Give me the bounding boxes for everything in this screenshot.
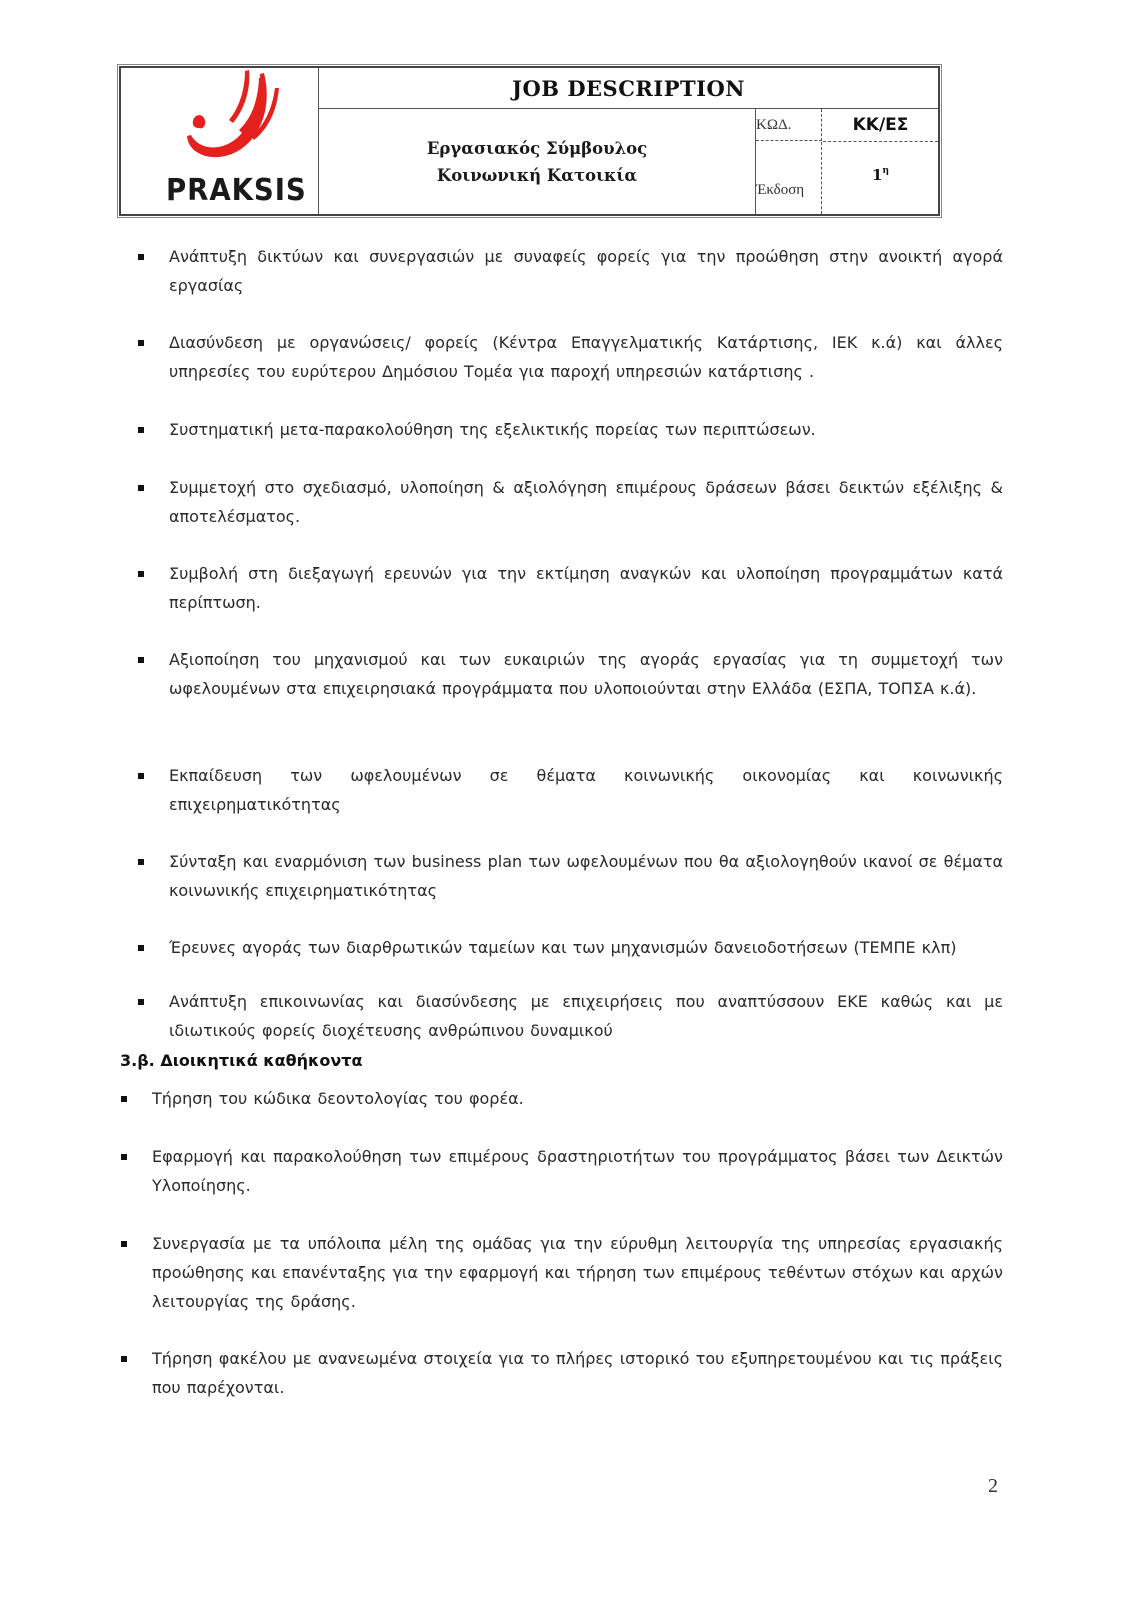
list-item-text: Συστηματική μετα-παρακολούθηση της εξελικτικής πορείας των περιπτώσεων. (169, 420, 816, 439)
list-item-text: Ανάπτυξη επικοινωνίας και διασύνδεσης με επιχειρήσεις που αναπτύσσουν ΕΚΕ καθώς και με ιδιωτικούς φορείς διοχέτευσης ανθρώπινου δυναμικού (169, 992, 1003, 1040)
bullet-icon (138, 945, 144, 951)
document-title: JOB DESCRIPTION (319, 68, 938, 109)
section-heading: 3.β. Διοικητικά καθήκοντα (120, 1051, 363, 1070)
list-item-text: Εκπαίδευση των ωφελουμένων σε θέματα κοινωνικής οικονομίας και κοινωνικής επιχειρηματικότητας (169, 766, 1003, 814)
list-item-text: Τήρηση του κώδικα δεοντολογίας του φορέα. (152, 1089, 524, 1108)
list-item-text: Συμμετοχή στο σχεδιασμό, υλοποίηση & αξιολόγηση επιμέρους δράσεων βάσει δεικτών εξέλιξης & αποτελέσματος. (169, 478, 1003, 526)
bullet-icon (138, 999, 144, 1005)
bullet-icon (138, 427, 144, 433)
role-cell (319, 109, 756, 214)
bullet-icon (138, 657, 144, 663)
logo-cell (121, 68, 319, 214)
bullet-icon (121, 1241, 127, 1247)
bullet-icon (138, 571, 144, 577)
list-item-text: Έρευνες αγοράς των διαρθρωτικών ταμείων και των μηχανισμών δανειοδοτήσεων (ΤΕΜΠΕ κλπ) (169, 938, 957, 957)
edition-value (823, 142, 938, 214)
code-value: ΚΚ/ΕΣ (823, 109, 938, 142)
edition-number: 1 (872, 166, 883, 184)
bullet-icon (121, 1154, 127, 1160)
list-item-text: Τήρηση φακέλου με ανανεωμένα στοιχεία για το πλήρες ιστορικό του εξυπηρετουμένου και τις πράξεις που παρέχονται. (152, 1349, 1003, 1397)
page-number: 2 (988, 1475, 998, 1497)
role-title: Εργασιακός Σύμβουλος (426, 138, 648, 158)
praksis-hands-logo (159, 68, 289, 173)
logo-text: PRAKSIS (166, 173, 307, 208)
list-item-text: Εφαρμογή και παρακολούθηση των επιμέρους δραστηριοτήτων του προγράμματος βάσει των Δεικτών Υλοποίησης. (152, 1147, 1003, 1195)
bullet-icon (121, 1356, 127, 1362)
list-item-text: Συνεργασία με τα υπόλοιπα μέλη της ομάδας για την εύρυθμη λειτουργία της υπηρεσίας εργασιακής προώθησης και επανένταξης για την εφαρμογή και τήρηση των επιμέρους τεθέντων στόχων και αρχών λειτουργίας της δράσης. (152, 1234, 1003, 1311)
bullet-icon (121, 1096, 127, 1102)
code-label: ΚΩΔ. (756, 109, 822, 141)
list-item-text: Συμβολή στη διεξαγωγή ερευνών για την εκτίμηση αναγκών και υλοποίηση προγραμμάτων κατά περίπτωση. (169, 564, 1003, 612)
bullet-icon (138, 340, 144, 346)
list-item-text: Διασύνδεση με οργανώσεις/ φορείς (Κέντρα Επαγγελματικής Κατάρτισης, ΙΕΚ κ.ά) και άλλες υπηρεσίες του ευρύτερου Δημόσιου Τομέα για παροχή υπηρεσιών κατάρτισης . (169, 333, 1003, 381)
document-header (119, 66, 940, 216)
list-item-text: Σύνταξη και εναρμόνιση των business plan των ωφελουμένων που θα αξιολογηθούν ικανοί σε θέματα κοινωνικής επιχειρηματικότητας (169, 852, 1003, 900)
edition-label: Έκδοση (756, 142, 822, 214)
role-subtitle: Κοινωνική Κατοικία (436, 165, 638, 185)
bullet-icon (138, 485, 144, 491)
bullet-icon (138, 773, 144, 779)
bullet-icon (138, 254, 144, 260)
bullet-icon (138, 859, 144, 865)
edition-suffix: η (882, 166, 889, 176)
list-item-text: Αξιοποίηση του μηχανισμού και των ευκαιριών της αγοράς εργασίας για τη συμμετοχή των ωφελουμένων στα επιχειρησιακά προγράμματα που υλοποιούνται στην Ελλάδα (ΕΣΠΑ, ΤΟΠΣΑ κ.ά). (169, 650, 1003, 698)
list-item-text: Ανάπτυξη δικτύων και συνεργασιών με συναφείς φορείς για την προώθηση στην ανοικτή αγορά εργασίας (169, 247, 1003, 295)
